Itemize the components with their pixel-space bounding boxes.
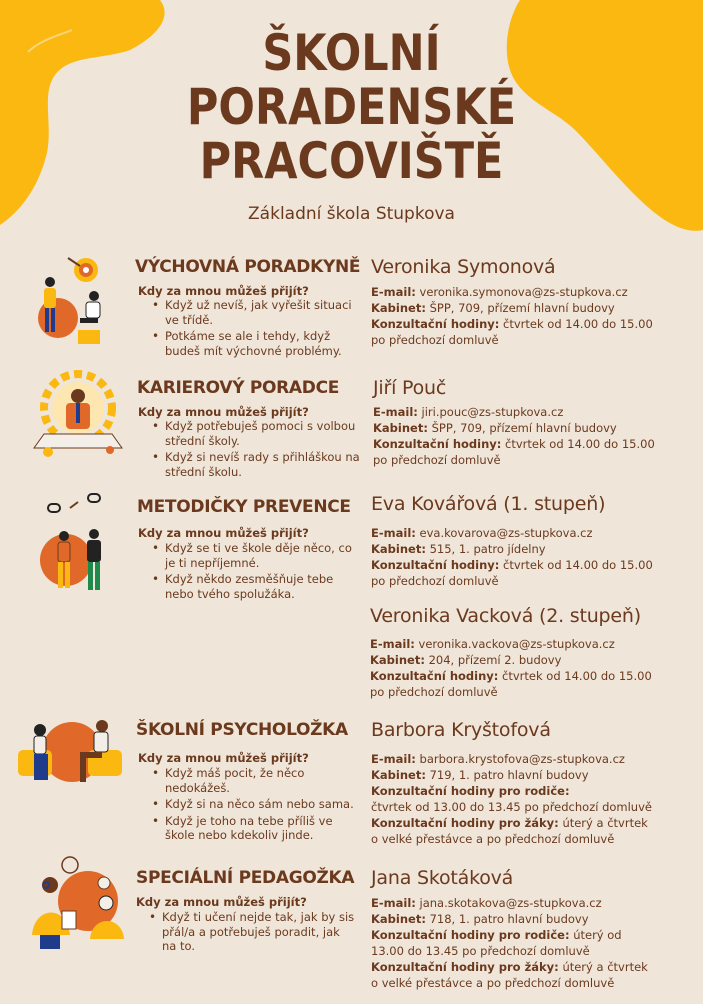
target-meeting-illustration — [28, 250, 128, 350]
email-link[interactable]: jiri.pouc@zs-stupkova.cz — [421, 405, 564, 419]
list-item: • Když už nevíš, jak vyřešit situaci ve třídě. — [150, 298, 368, 327]
email-link[interactable]: veronika.symonova@zs-stupkova.cz — [419, 285, 628, 299]
list-item: • Když někdo zesměšňuje tebe nebo tvého spolužáka. — [150, 572, 360, 601]
person-name: Jiří Pouč — [373, 377, 447, 399]
role-title: VÝCHOVNÁ PORADKYNĚ — [135, 257, 361, 277]
school-name: Základní škola Stupkova — [248, 204, 455, 224]
person-name: Eva Kovářová (1. stupeň) — [371, 493, 606, 515]
reason-list — [150, 419, 360, 481]
email-link[interactable]: veronika.vackova@zs-stupkova.cz — [418, 637, 615, 651]
when-heading: Kdy za mnou můžeš přijít? — [136, 895, 307, 909]
contact-block: E-mail: jana.skotakova@zs-stupkova.cz Kabinet: 718, 1. patro hlavní budovy Konzultační hodiny pro rodiče: úterý od 13.00 do 13.45 po předchozí domluvě Konzultační hodiny pro žáky: úterý a čtvrtek o velké přestávce a po předchozí domluvě — [371, 896, 648, 990]
contact-block: E-mail: barbora.krystofova@zs-stupkova.cz Kabinet: 719, 1. patro hlavní budovy Konzultační hodiny pro rodiče: čtvrtek od 13.00 do 13.45 po předchozí domluvě Konzultační hodiny pro žáky: úterý a čtvrtek o velké přestávce a po předchozí domluvě — [371, 752, 652, 846]
list-item: • Když si na něco sám nebo sama. — [150, 797, 365, 812]
when-heading: Kdy za mnou můžeš přijít? — [138, 751, 309, 765]
list-item: • Potkáme se ale i tehdy, když budeš mít výchovné problémy. — [150, 329, 368, 358]
role-title: ŠKOLNÍ PSYCHOLOŽKA — [136, 720, 348, 740]
email-link[interactable]: jana.skotakova@zs-stupkova.cz — [419, 896, 602, 910]
list-item: • Když se ti ve škole děje něco, co je ti nepříjemné. — [150, 541, 360, 570]
email-link[interactable]: eva.kovarova@zs-stupkova.cz — [419, 526, 593, 540]
role-title: SPECIÁLNÍ PEDAGOŽKA — [136, 868, 355, 888]
when-heading: Kdy za mnou můžeš přijít? — [138, 526, 309, 540]
person-name: Veronika Vacková (2. stupeň) — [370, 605, 641, 627]
when-heading: Kdy za mnou můžeš přijít? — [138, 284, 309, 298]
role-title: METODIČKY PREVENCE — [137, 497, 351, 517]
reason-list — [150, 298, 368, 360]
reason-list — [150, 541, 360, 603]
when-heading: Kdy za mnou můžeš přijít? — [138, 405, 309, 419]
list-item: • Když je toho na tebe příliš ve škole nebo kdekoliv jinde. — [150, 814, 365, 843]
contact-block: E-mail: jiri.pouc@zs-stupkova.cz Kabinet: ŠPP, 709, přízemí hlavní budovy Konzultační hodiny: čtvrtek od 14.00 do 15.00 po předchozí domluvě — [373, 405, 655, 467]
broken-chain-illustration — [30, 492, 126, 602]
reason-list — [150, 766, 365, 845]
list-item: • Když si nevíš rady s přihláškou na střední školu. — [150, 450, 360, 479]
contact-block: E-mail: veronika.vackova@zs-stupkova.cz Kabinet: 204, přízemí 2. budovy Konzultační hodiny: čtvrtek od 14.00 do 15.00 po předchozí domluvě — [370, 637, 652, 699]
reason-list — [147, 910, 357, 956]
role-title: KARIEROVÝ PORADCE — [137, 378, 340, 398]
title-line-2: PORADENSKÉ — [186, 78, 517, 136]
contact-block: E-mail: eva.kovarova@zs-stupkova.cz Kabinet: 515, 1. patro jídelny Konzultační hodiny: čtvrtek od 14.00 do 15.00 po předchozí domluvě — [371, 526, 653, 588]
title-line-3: PRACOVIŠTĚ — [199, 132, 504, 190]
person-name: Veronika Symonová — [371, 256, 556, 278]
therapy-session-illustration — [14, 714, 126, 790]
consultation-illustration — [26, 855, 130, 955]
title-line-1: ŠKOLNÍ — [262, 24, 441, 82]
list-item: • Když ti učení nejde tak, jak by sis přál/a a potřebuješ poradit, jak na to. — [147, 910, 357, 954]
person-name: Jana Skotáková — [371, 867, 514, 889]
page-title — [49, 26, 654, 188]
person-name: Barbora Kryštofová — [371, 719, 551, 741]
career-gears-illustration — [26, 370, 130, 462]
contact-block: E-mail: veronika.symonova@zs-stupkova.cz Kabinet: ŠPP, 709, přízemí hlavní budovy Konzultační hodiny: čtvrtek od 14.00 do 15.00 po předchozí domluvě — [371, 285, 653, 347]
email-link[interactable]: barbora.krystofova@zs-stupkova.cz — [419, 752, 625, 766]
list-item: • Když máš pocit, že něco nedokážeš. — [150, 766, 365, 795]
list-item: • Když potřebuješ pomoci s volbou střední školy. — [150, 419, 360, 448]
